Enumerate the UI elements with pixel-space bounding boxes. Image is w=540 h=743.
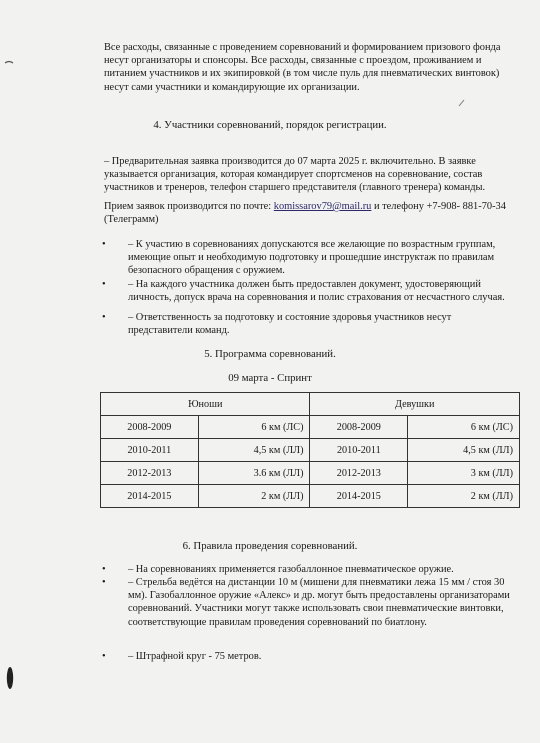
- section-6-heading: 6. Правила проведения соревнований.: [182, 540, 358, 552]
- list-item: [102, 576, 512, 629]
- table-cell: 4,5 км (ЛЛ): [198, 439, 310, 462]
- table-row: [101, 462, 520, 485]
- bullet-icon: •: [102, 564, 106, 575]
- list-item-text: – Ответственность за подготовку и состояние здоровья участников несут представители команд.: [128, 312, 452, 337]
- table-row: [101, 416, 520, 439]
- list-item: [102, 563, 512, 576]
- table-cell: 2010-2011: [101, 439, 199, 462]
- section-5-heading: 5. Программа соревнований.: [204, 348, 336, 360]
- application-contacts-paragraph: [104, 200, 516, 226]
- preliminary-application-paragraph: – Предварительная заявка производится до 07 марта 2025 г. включительно. В заявке указывается организация, которая командирует спортсменов на соревнование, состав участников и тренеров, телефон старшего представителя (главного тренера) команды.: [104, 156, 486, 194]
- expenses-paragraph: Все расходы, связанные с проведением соревнований и формированием призового фонда несут организаторы и спонсоры. Все расходы, связанные с проездом, проживанием и питанием участников и их экипировкой (в том числе пуль для пневматических винтовок) несут сами участники и командирующие их организации.: [104, 42, 501, 93]
- boys-header: Юноши: [101, 393, 310, 416]
- scan-mark-icon: [4, 58, 18, 68]
- bullet-icon: •: [102, 279, 106, 290]
- bullet-icon: •: [102, 577, 106, 588]
- table-cell: 4,5 км (ЛЛ): [408, 439, 520, 462]
- program-table: [100, 392, 520, 508]
- bullet-icon: •: [102, 312, 106, 323]
- pen-mark-icon: [458, 99, 466, 107]
- table-cell: 3.6 км (ЛЛ): [198, 462, 310, 485]
- girls-header: Девушки: [310, 393, 520, 416]
- list-item-text: – Штрафной круг - 75 метров.: [128, 651, 262, 662]
- contacts-suffix: и телефону +7-908- 881-70-34 (Телеграмм): [104, 201, 506, 226]
- table-cell: 2014-2015: [310, 485, 408, 508]
- table-header-row: [101, 393, 520, 416]
- table-cell: 6 км (ЛС): [408, 416, 520, 439]
- table-row: [101, 485, 520, 508]
- email-link[interactable]: komissarov79@mail.ru: [273, 201, 372, 212]
- table-cell: 2008-2009: [310, 416, 408, 439]
- table-cell: 2008-2009: [101, 416, 199, 439]
- list-item-text: – На каждого участника должен быть предоставлен документ, удостоверяющий личность, допуск врача на соревнования и полис страхования от несчастного случая.: [128, 279, 505, 304]
- list-item-text: – Стрельба ведётся на дистанции 10 м (мишени для пневматики лежа 15 мм / стоя 30 мм). Газобаллонное оружие «Алекс» и др. могут быть предоставлены организаторами соревнований. Участники могут также использовать свои пневматические винтовки, соответствующие правилам проведения соревнований по биатлону.: [128, 577, 510, 628]
- table-cell: 2012-2013: [101, 462, 199, 485]
- schedule-subtitle: 09 марта - Спринт: [228, 372, 312, 384]
- table-cell: 3 км (ЛЛ): [408, 462, 520, 485]
- list-item-text: – К участию в соревнованиях допускаются все желающие по возрастным группам, имеющие опыт и необходимую подготовку и прошедшие инструктаж по правилам безопасного обращения с оружием.: [128, 239, 496, 277]
- scan-smudge-icon: [6, 665, 14, 691]
- list-item: [102, 278, 512, 304]
- contacts-prefix: Прием заявок производится по почте:: [104, 201, 274, 212]
- table-cell: 6 км (ЛС): [198, 416, 310, 439]
- table-cell: 2014-2015: [101, 485, 199, 508]
- table-cell: 2 км (ЛЛ): [408, 485, 520, 508]
- table-cell: 2010-2011: [310, 439, 408, 462]
- list-item: [102, 238, 512, 278]
- section-4-heading: 4. Участники соревнований, порядок регистрации.: [153, 119, 387, 131]
- list-item-text: – На соревнованиях применяется газобаллонное пневматическое оружие.: [128, 564, 454, 575]
- table-cell: 2 км (ЛЛ): [198, 485, 310, 508]
- table-cell: 2012-2013: [310, 462, 408, 485]
- list-item: [102, 311, 512, 337]
- list-item: [102, 650, 512, 663]
- bullet-icon: •: [102, 239, 106, 250]
- bullet-icon: •: [102, 651, 106, 662]
- table-row: [101, 439, 520, 462]
